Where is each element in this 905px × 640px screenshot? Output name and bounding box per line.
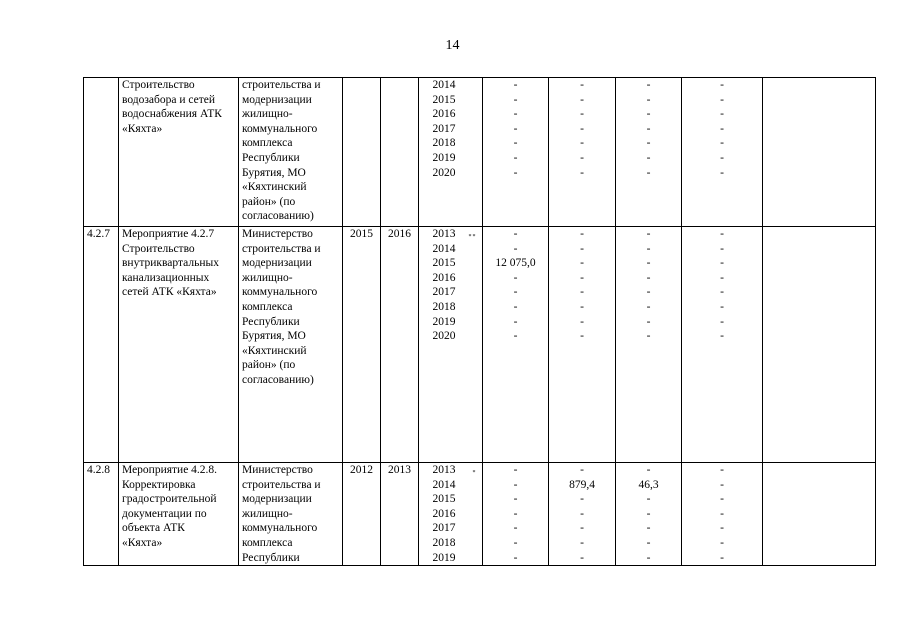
notes-cell (763, 78, 876, 227)
funding-lines (549, 227, 615, 344)
measure-name-line: канализационных (122, 271, 210, 284)
funding-value: - (646, 522, 651, 535)
year-value: 2017 (432, 122, 456, 135)
funding-v1-cell (483, 463, 549, 566)
funding-value: - (720, 151, 724, 164)
measure-name-cell (119, 463, 239, 566)
funding-lines (682, 78, 762, 180)
funding-value: - (580, 108, 584, 121)
start-year-cell (343, 78, 381, 227)
year-line (419, 166, 482, 181)
funding-value: - (646, 493, 651, 506)
executor-line: согласованию) (242, 373, 314, 386)
funding-value: - (646, 257, 651, 270)
funding-value: - (513, 551, 518, 564)
measure-name-line: объекта АТК (122, 522, 185, 535)
measure-name-line: градостроительной (122, 493, 217, 506)
executor-line: Министерство (242, 464, 313, 476)
funding-lines (483, 78, 548, 180)
funding-value: - (580, 286, 584, 299)
funding-v2-cell (549, 463, 616, 566)
funding-value: - (513, 464, 518, 476)
row-number-cell: 4.2.7 (84, 227, 119, 463)
funding-lines (616, 78, 681, 180)
funding-value: - (720, 79, 724, 91)
year-value: 2016 (432, 507, 456, 520)
executor-cell (239, 463, 343, 566)
year-value: 2014 (432, 242, 456, 255)
funding-value: - (580, 315, 584, 328)
year-value: 2018 (432, 536, 456, 549)
footnote-mark: ** (468, 234, 477, 240)
funding-value: - (720, 493, 724, 506)
funding-value: - (720, 108, 724, 121)
funding-v3-cell (616, 227, 682, 463)
funding-value: - (580, 536, 584, 549)
funding-value: - (720, 300, 724, 313)
notes-cell (763, 463, 876, 566)
funding-value: - (513, 315, 518, 328)
year-value: 2018 (432, 300, 456, 313)
funding-value: - (720, 93, 724, 106)
end-year-cell: 2013 (381, 463, 419, 566)
measure-name-lines (122, 227, 235, 300)
end-year-cell (381, 78, 419, 227)
funding-value: - (513, 228, 518, 240)
year-value: 2016 (432, 271, 456, 284)
funding-value: - (646, 315, 651, 328)
funding-value: - (513, 108, 518, 121)
funding-value: - (580, 137, 584, 150)
executor-line: модернизации (242, 93, 312, 106)
funding-value: - (513, 507, 518, 520)
executor-line: коммунального (242, 286, 318, 299)
funding-value: - (513, 271, 518, 284)
funding-value: - (513, 93, 518, 106)
year-value: 2020 (432, 330, 456, 343)
executor-lines (242, 463, 339, 565)
year-line (419, 122, 482, 137)
measure-name-line: Мероприятие 4.2.8. (122, 464, 218, 476)
funding-lines (483, 463, 548, 565)
year-line (419, 492, 482, 507)
funding-value: - (580, 242, 584, 255)
year-value: 2015 (432, 257, 456, 270)
executor-line: комплекса (242, 536, 293, 549)
measure-name-line: внутриквартальных (122, 257, 219, 270)
executor-line: Республики (242, 551, 300, 564)
measure-name-cell (119, 78, 239, 227)
funding-value: - (720, 286, 724, 299)
funding-value: - (720, 137, 724, 150)
year-value: 2017 (432, 286, 456, 299)
funding-value: 879,4 (569, 478, 595, 491)
executor-line: строительства и (242, 478, 321, 491)
funding-value: - (646, 122, 651, 135)
funding-value: - (580, 122, 584, 135)
year-value: 2018 (432, 137, 456, 150)
funding-value: - (513, 151, 518, 164)
year-value: 2015 (432, 493, 456, 506)
year-line (419, 285, 482, 300)
funding-value: - (646, 137, 651, 150)
executor-line: модернизации (242, 493, 312, 506)
table-row (84, 78, 876, 227)
funding-value: - (646, 93, 651, 106)
measure-name-line: «Кяхта» (122, 536, 163, 549)
table-row (84, 463, 876, 566)
funding-value: - (513, 493, 518, 506)
funding-value: - (720, 228, 724, 240)
executor-line: район» (по (242, 359, 296, 372)
funding-value: - (513, 300, 518, 313)
executor-line: Бурятия, МО (242, 166, 306, 179)
executor-line: жилищно- (242, 108, 293, 121)
year-line (419, 536, 482, 551)
year-value: 2013 ** (433, 227, 469, 242)
funding-v3-cell (616, 78, 682, 227)
funding-value: - (580, 300, 584, 313)
executor-line: строительства и (242, 79, 321, 91)
funding-lines (549, 463, 615, 565)
year-value: 2013 * (433, 463, 469, 478)
row-number-cell (84, 78, 119, 227)
years-lines (419, 463, 482, 565)
funding-value: - (513, 536, 518, 549)
funding-value: - (720, 551, 724, 564)
funding-value: - (513, 137, 518, 150)
funding-value: - (646, 286, 651, 299)
funding-value: - (580, 271, 584, 284)
funding-value: - (720, 330, 724, 343)
year-value: 2019 (432, 315, 456, 328)
years-cell (419, 78, 483, 227)
funding-v2-cell (549, 78, 616, 227)
funding-value: - (720, 271, 724, 284)
funding-value: - (580, 151, 584, 164)
funding-value: - (513, 478, 518, 491)
year-line (419, 151, 482, 166)
funding-value: - (646, 300, 651, 313)
executor-line: жилищно- (242, 507, 293, 520)
year-line (419, 256, 482, 271)
measure-name-lines (122, 78, 235, 136)
funding-lines (616, 227, 681, 344)
executor-line: Министерство (242, 228, 313, 240)
table-body (84, 78, 876, 566)
year-line (419, 227, 482, 242)
funding-value: - (646, 228, 651, 240)
funding-lines (682, 227, 762, 344)
funding-value: - (646, 242, 651, 255)
funding-v2-cell (549, 227, 616, 463)
year-value: 2020 (432, 166, 456, 179)
year-value: 2016 (432, 108, 456, 121)
funding-value: - (720, 507, 724, 520)
executor-line: Республики (242, 315, 300, 328)
start-year-cell: 2015 (343, 227, 381, 463)
executor-line: район» (по (242, 195, 296, 208)
year-value: 2019 (432, 151, 456, 164)
funding-value: - (646, 330, 651, 343)
executor-line: Республики (242, 151, 300, 164)
notes-cell (763, 227, 876, 463)
funding-value: - (720, 242, 724, 255)
year-value: 2017 (432, 522, 456, 535)
measure-name-cell (119, 227, 239, 463)
funding-v1-cell (483, 78, 549, 227)
executor-line: строительства и (242, 242, 321, 255)
executor-line: модернизации (242, 257, 312, 270)
years-cell (419, 463, 483, 566)
funding-value: - (646, 108, 651, 121)
year-line (419, 107, 482, 122)
funding-value: - (720, 257, 724, 270)
funding-value: - (646, 79, 651, 91)
funding-lines (549, 78, 615, 180)
measure-name-line: водозабора и сетей (122, 93, 216, 106)
year-value: 2015 (432, 93, 456, 106)
funding-value: - (646, 464, 651, 476)
funding-value: - (646, 271, 651, 284)
funding-v1-cell (483, 227, 549, 463)
funding-value: - (720, 315, 724, 328)
page-number: 14 (445, 38, 460, 53)
funding-value: - (646, 536, 651, 549)
executor-cell (239, 227, 343, 463)
executor-cell (239, 78, 343, 227)
years-lines (419, 78, 482, 180)
funding-value: - (720, 464, 724, 476)
executor-line: комплекса (242, 137, 293, 150)
measure-name-line: сетей АТК «Кяхта» (122, 286, 217, 299)
executor-line: Бурятия, МО (242, 330, 306, 343)
funding-value: - (720, 536, 724, 549)
years-cell (419, 227, 483, 463)
measure-name-lines (122, 463, 235, 551)
funding-v3-cell (616, 463, 682, 566)
year-line (419, 300, 482, 315)
measure-name-line: Строительство (122, 79, 195, 91)
executor-line: жилищно- (242, 271, 293, 284)
funding-value: 12 075,0 (495, 257, 536, 270)
funding-value: - (720, 122, 724, 135)
funding-lines (616, 463, 681, 565)
executor-line: коммунального (242, 522, 318, 535)
funding-value: - (513, 286, 518, 299)
table-row (84, 227, 876, 463)
measure-name-line: «Кяхта» (122, 122, 163, 135)
year-line (419, 551, 482, 566)
measure-name-line: Мероприятие 4.2.7 (122, 228, 215, 240)
funding-value: - (513, 166, 518, 179)
funding-value: - (580, 330, 584, 343)
executor-lines (242, 227, 339, 388)
funding-value: - (720, 166, 724, 179)
funding-value: - (580, 257, 584, 270)
funding-value: 46,3 (638, 478, 659, 491)
measure-name-line: Строительство (122, 242, 195, 255)
measure-name-line: документации по (122, 507, 207, 520)
funding-value: - (513, 242, 518, 255)
funding-v4-cell (682, 227, 763, 463)
funding-value: - (513, 79, 518, 91)
year-value: 2019 (432, 551, 456, 564)
funding-value: - (646, 507, 651, 520)
row-number-cell: 4.2.8 (84, 463, 119, 566)
funding-value: - (580, 93, 584, 106)
year-line (419, 93, 482, 108)
program-table (83, 77, 876, 566)
funding-value: - (580, 228, 584, 240)
funding-value: - (646, 166, 651, 179)
measure-name-line: водоснабжения АТК (122, 108, 222, 121)
funding-value: - (580, 464, 584, 476)
end-year-cell: 2016 (381, 227, 419, 463)
funding-value: - (720, 478, 724, 491)
start-year-cell: 2012 (343, 463, 381, 566)
executor-lines (242, 78, 339, 224)
year-line (419, 521, 482, 536)
funding-value: - (580, 507, 584, 520)
year-line (419, 271, 482, 286)
executor-line: «Кяхтинский (242, 344, 307, 357)
executor-line: согласованию) (242, 210, 314, 223)
executor-line: коммунального (242, 122, 318, 135)
year-value: 2014 (432, 79, 456, 91)
executor-line: комплекса (242, 300, 293, 313)
funding-value: - (720, 522, 724, 535)
year-line (419, 329, 482, 344)
funding-value: - (580, 493, 584, 506)
year-value: 2014 (432, 478, 456, 491)
funding-v4-cell (682, 78, 763, 227)
year-line (419, 136, 482, 151)
funding-lines (682, 463, 762, 565)
funding-value: - (513, 122, 518, 135)
funding-value: - (580, 166, 584, 179)
year-line (419, 78, 482, 93)
funding-value: - (513, 330, 518, 343)
years-lines (419, 227, 482, 344)
measure-name-line: Корректировка (122, 478, 196, 491)
executor-line: «Кяхтинский (242, 181, 307, 194)
funding-v4-cell (682, 463, 763, 566)
funding-value: - (513, 522, 518, 535)
funding-lines (483, 227, 548, 344)
year-line (419, 463, 482, 478)
funding-value: - (646, 551, 651, 564)
year-line (419, 315, 482, 330)
funding-value: - (646, 151, 651, 164)
funding-value: - (580, 551, 584, 564)
year-line (419, 507, 482, 522)
footnote-mark: * (472, 470, 477, 476)
funding-value: - (580, 79, 584, 91)
funding-value: - (580, 522, 584, 535)
